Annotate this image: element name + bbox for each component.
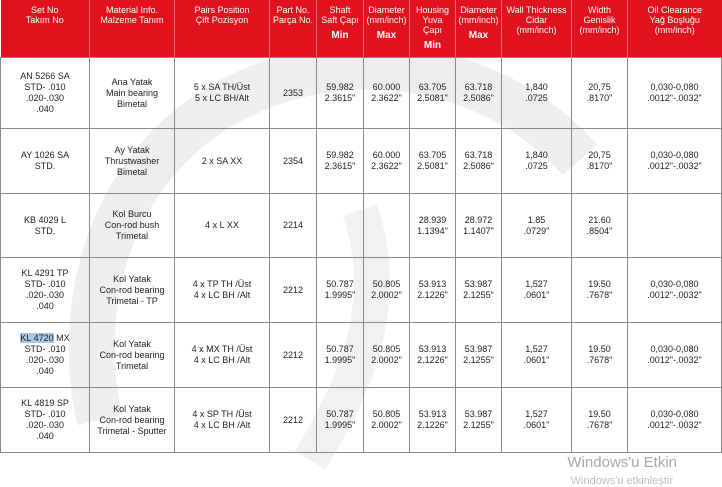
cell-part-no: 2212 <box>270 388 317 453</box>
cell-oil-clearance <box>628 194 722 258</box>
cell-set-no-line: KL 4819 SP <box>21 398 69 408</box>
cell-housing-max <box>456 129 502 194</box>
cell-oil-clearance <box>628 388 722 453</box>
cell-set-no-line: KL 4291 TP <box>21 268 69 278</box>
cell-set-no <box>1 388 90 453</box>
cell-set-no <box>1 129 90 194</box>
cell-set-no-line: AN 5266 SA <box>20 71 70 81</box>
cell-shaft-max <box>364 388 410 453</box>
cell-shaft-min <box>317 194 364 258</box>
cell-housing-min-line: 28.939 <box>418 214 447 225</box>
cell-wall-thickness-line: 1,527 <box>525 409 548 419</box>
cell-shaft-min <box>317 129 364 194</box>
cell-material-line: Kol Yatak <box>113 338 151 349</box>
cell-shaft-min-line: 59.982 <box>326 150 354 160</box>
cell-housing-max <box>456 194 502 258</box>
cell-material <box>90 129 175 194</box>
cell-oil-clearance-line: .0012"-.0032" <box>647 355 702 365</box>
cell-housing-min <box>410 258 456 323</box>
cell-oil-clearance-line: .0012"-.0032" <box>647 420 702 430</box>
cell-set-no-line: STD- .010 <box>24 279 66 289</box>
cell-shaft-max <box>364 129 410 194</box>
cell-set-no-line: STD. <box>34 225 56 236</box>
cell-part-no: 2214 <box>270 194 317 258</box>
cell-shaft-min <box>317 58 364 129</box>
header-shaft-max: Diameter (mm/inch) Max <box>364 0 410 58</box>
cell-width-line: .8170" <box>586 161 613 171</box>
header-set-no: Set No Takım No <box>1 0 90 58</box>
cell-shaft-min-line: 1.9995" <box>324 355 356 365</box>
cell-wall-thickness <box>502 323 572 388</box>
cell-shaft-min-line: 1.9995" <box>324 420 356 430</box>
cell-set-no <box>1 323 90 388</box>
cell-pairs-line: 4 x SP TH /Üst <box>192 409 252 419</box>
cell-width-line: 19.50 <box>588 279 611 289</box>
cell-housing-min-line: 2.1226" <box>417 355 448 365</box>
cell-pairs-line: 4 x LC BH /Alt <box>193 290 251 300</box>
cell-oil-clearance-line: 0,030-0,080 <box>650 82 699 92</box>
cell-shaft-max-line: 2.3622" <box>371 93 402 103</box>
cell-shaft-min-line: 2.3615" <box>324 93 356 103</box>
cell-width-line: .7678" <box>586 355 613 365</box>
cell-housing-max-line: 28.972 <box>464 214 493 225</box>
cell-housing-min-line: 1.1394" <box>417 225 448 236</box>
cell-part-no: 2212 <box>270 258 317 323</box>
cell-material-line: Trimetal <box>115 360 149 371</box>
selected-text-highlight[interactable]: KL 4720 <box>20 333 54 343</box>
cell-housing-max-line: 53.987 <box>464 409 493 419</box>
cell-set-no-line: .020-.030 <box>25 355 65 365</box>
cell-wall-thickness-line: .0601" <box>523 420 550 430</box>
cell-material-line: Trimetal <box>115 231 149 241</box>
cell-wall-thickness <box>502 194 572 258</box>
cell-material-line: Kol Yatak <box>113 403 151 414</box>
cell-width <box>572 129 628 194</box>
table-row <box>1 323 722 388</box>
cell-set-no-line: STD- .010 <box>24 82 66 92</box>
cell-width-line: 20,75 <box>588 82 611 92</box>
cell-width <box>572 323 628 388</box>
cell-shaft-max-line: 50.805 <box>372 279 401 289</box>
cell-width-line: 19.50 <box>588 409 611 419</box>
cell-material <box>90 258 175 323</box>
cell-set-no-line: STD. <box>34 161 56 171</box>
header-width: Width Genislik (mm/inch) <box>572 0 628 58</box>
cell-pairs <box>175 323 270 388</box>
windows-activation-subtext: Windows'u etkinleştir <box>570 475 673 487</box>
cell-material <box>90 323 175 388</box>
cell-housing-min-line: 53.913 <box>418 279 447 289</box>
cell-wall-thickness-line: .0725 <box>525 93 548 103</box>
cell-housing-min-line: 2.1226" <box>417 290 448 300</box>
cell-oil-clearance-line: .0012"-.0032" <box>647 290 702 300</box>
cell-pairs <box>175 388 270 453</box>
cell-set-no-line: .040 <box>36 366 54 376</box>
cell-wall-thickness-line: .0601" <box>523 355 550 365</box>
cell-wall-thickness <box>502 258 572 323</box>
cell-pairs-line: 4 x L XX <box>205 220 239 230</box>
cell-pairs <box>175 58 270 129</box>
cell-housing-min <box>410 194 456 258</box>
cell-width-line: .8504" <box>586 225 613 236</box>
cell-material-line: Bimetal <box>116 166 147 177</box>
cell-width <box>572 388 628 453</box>
cell-shaft-min <box>317 258 364 323</box>
cell-pairs-line: 5 x LC BH/Alt <box>194 93 250 103</box>
cell-set-no-line: .040 <box>36 431 54 441</box>
cell-width <box>572 258 628 323</box>
table-row <box>1 388 722 453</box>
header-housing-min: Housing Yuva Çapı Min <box>410 0 456 58</box>
cell-set-no-line: .020-.030 <box>25 420 65 430</box>
cell-shaft-max-line: 50.805 <box>372 409 401 419</box>
cell-oil-clearance-line: 0,030-0,080 <box>650 279 699 289</box>
cell-set-no-line: .040 <box>36 301 54 311</box>
cell-width-line: .8170" <box>586 93 613 103</box>
table-row <box>1 258 722 323</box>
set-no-suffix: MX <box>53 333 70 343</box>
cell-housing-max-line: 2.5086" <box>463 93 494 103</box>
cell-shaft-min-line: 50.787 <box>326 279 354 289</box>
cell-shaft-max-line: 2.0002" <box>371 290 402 300</box>
cell-housing-max-line: 53.987 <box>464 344 493 354</box>
cell-housing-max <box>456 323 502 388</box>
cell-oil-clearance <box>628 258 722 323</box>
cell-set-no-line: .020-.030 <box>25 93 65 103</box>
cell-shaft-max-line: 2.0002" <box>371 355 402 365</box>
cell-set-no-line: KB 4029 L <box>23 214 67 225</box>
cell-wall-thickness-line: 1,527 <box>525 279 548 289</box>
cell-housing-min-line: 53.913 <box>418 409 447 419</box>
cell-shaft-min-line: 1.9995" <box>324 290 356 300</box>
cell-material-line: Main bearing <box>105 87 159 98</box>
cell-pairs <box>175 258 270 323</box>
cell-shaft-min-line: 59.982 <box>326 82 354 92</box>
cell-housing-min-line: 53.913 <box>418 344 447 354</box>
cell-material <box>90 388 175 453</box>
cell-material-line: Trimetal - Sputter <box>97 425 167 436</box>
cell-material-line: Thrustwasher <box>104 155 160 166</box>
cell-shaft-max-line: 60.000 <box>372 150 401 160</box>
cell-pairs-line: 5 x SA TH/Üst <box>193 82 251 92</box>
cell-width-line: 21.60 <box>588 214 611 225</box>
cell-width-line: 19.50 <box>588 344 611 354</box>
cell-oil-clearance <box>628 58 722 129</box>
table-row <box>1 129 722 194</box>
table-header-row <box>1 0 722 58</box>
cell-wall-thickness-line: .0601" <box>523 290 550 300</box>
cell-material-line: Ana Yatak <box>111 76 153 87</box>
cell-set-no-line: AY 1026 SA <box>20 150 70 160</box>
cell-shaft-max <box>364 58 410 129</box>
cell-material <box>90 58 175 129</box>
cell-material-line: Con-rod bearing <box>99 414 165 425</box>
cell-wall-thickness <box>502 129 572 194</box>
header-housing-max: Diameter (mm/inch) Max <box>456 0 502 58</box>
cell-shaft-min-line: 50.787 <box>326 409 354 419</box>
cell-housing-min <box>410 323 456 388</box>
cell-shaft-max-line: 50.805 <box>372 344 401 354</box>
table-row <box>1 58 722 129</box>
cell-wall-thickness <box>502 388 572 453</box>
header-shaft-min: Shaft Saft Çapı Min <box>317 0 364 58</box>
cell-pairs-line: 4 x LC BH /Alt <box>193 420 251 430</box>
cell-housing-max-line: 53.987 <box>464 279 493 289</box>
cell-width-line: .7678" <box>586 420 613 430</box>
cell-shaft-max-line: 60.000 <box>372 82 401 92</box>
table-row <box>1 194 722 258</box>
header-part-no: Part No. Parça No. <box>270 0 317 58</box>
cell-pairs-line: 4 x LC BH /Alt <box>193 355 251 365</box>
table-body <box>1 58 722 453</box>
cell-housing-max-line: 1.1407" <box>463 225 494 236</box>
cell-set-no <box>1 194 90 258</box>
cell-shaft-min <box>317 323 364 388</box>
cell-set-no-line: .040 <box>36 104 54 114</box>
header-oil-clearance: Oil Clearance Yağ Boşluğu (mm/inch) <box>628 0 722 58</box>
cell-housing-max-line: 63.718 <box>464 82 493 92</box>
cell-oil-clearance <box>628 323 722 388</box>
cell-material-line: Con-rod bush <box>104 220 160 230</box>
cell-wall-thickness-line: 1.85 <box>527 214 546 225</box>
cell-pairs <box>175 194 270 258</box>
windows-activation-watermark: Windows'u Etkin <box>567 454 677 471</box>
cell-oil-clearance <box>628 129 722 194</box>
cell-wall-thickness-line: .0729" <box>523 225 550 236</box>
cell-part-no: 2353 <box>270 58 317 129</box>
cell-material-line: Kol Yatak <box>113 273 151 284</box>
cell-set-no-line: STD- .010 <box>24 409 66 419</box>
cell-set-no-line <box>3 333 87 344</box>
cell-width <box>572 194 628 258</box>
cell-housing-max-line: 2.1255" <box>463 420 494 430</box>
cell-shaft-max <box>364 323 410 388</box>
header-wall-thickness: Wall Thickness Cidar (mm/inch) <box>502 0 572 58</box>
cell-set-no <box>1 258 90 323</box>
cell-pairs-line: 4 x MX TH /Üst <box>191 344 253 354</box>
cell-housing-min-line: 2.5081" <box>417 161 448 171</box>
cell-part-no: 2354 <box>270 129 317 194</box>
cell-housing-max-line: 2.5086" <box>463 161 494 171</box>
header-pairs: Pairs Position Çift Pozisyon <box>175 0 270 58</box>
cell-housing-min-line: 63.705 <box>418 150 447 160</box>
cell-material <box>90 194 175 258</box>
cell-housing-max-line: 2.1255" <box>463 355 494 365</box>
cell-shaft-min <box>317 388 364 453</box>
cell-pairs-line: 2 x SA XX <box>201 155 243 166</box>
cell-material-line: Con-rod bearing <box>99 349 165 360</box>
cell-pairs-line: 4 x TP TH /Üst <box>192 279 252 289</box>
cell-housing-max <box>456 388 502 453</box>
cell-pairs <box>175 129 270 194</box>
cell-housing-max <box>456 58 502 129</box>
cell-width-line: 20,75 <box>588 150 611 160</box>
cell-shaft-max-line: 2.0002" <box>371 420 402 430</box>
cell-housing-max-line: 63.718 <box>464 150 493 160</box>
cell-wall-thickness <box>502 58 572 129</box>
cell-set-no-line: STD- .010 <box>24 344 66 354</box>
cell-material-line: Bimetal <box>116 98 147 109</box>
cell-wall-thickness-line: 1,840 <box>525 82 548 92</box>
cell-shaft-max <box>364 194 410 258</box>
cell-oil-clearance-line: .0012"-.0032" <box>647 93 702 103</box>
cell-housing-max <box>456 258 502 323</box>
cell-oil-clearance-line: 0,030-0,080 <box>650 344 699 354</box>
cell-material-line: Kol Burcu <box>112 209 152 219</box>
cell-oil-clearance-line: 0,030-0,080 <box>650 409 699 419</box>
cell-housing-min-line: 2.5081" <box>417 93 448 103</box>
cell-housing-min-line: 63.705 <box>418 82 447 92</box>
cell-housing-min <box>410 388 456 453</box>
cell-shaft-min-line: 2.3615" <box>324 161 356 171</box>
cell-shaft-min-line: 50.787 <box>326 344 354 354</box>
cell-wall-thickness-line: .0725 <box>525 161 548 171</box>
cell-oil-clearance-line: 0,030-0,080 <box>650 150 699 160</box>
cell-shaft-max <box>364 258 410 323</box>
cell-housing-min <box>410 129 456 194</box>
cell-width <box>572 58 628 129</box>
cell-set-no <box>1 58 90 129</box>
cell-shaft-max-line: 2.3622" <box>371 161 402 171</box>
cell-part-no: 2212 <box>270 323 317 388</box>
cell-material-line: Con-rod bearing <box>99 284 165 295</box>
cell-wall-thickness-line: 1,527 <box>525 344 548 354</box>
cell-wall-thickness-line: 1,840 <box>525 150 548 160</box>
cell-housing-min-line: 2.1226" <box>417 420 448 430</box>
header-material: Material Info. Malzeme Tanım <box>90 0 175 58</box>
cell-housing-max-line: 2.1255" <box>463 290 494 300</box>
cell-set-no-line: .020-.030 <box>25 290 65 300</box>
cell-width-line: .7678" <box>586 290 613 300</box>
cell-material-line: Ay Yatak <box>114 144 150 155</box>
cell-material-line: Trimetal - TP <box>106 295 158 306</box>
cell-oil-clearance-line: .0012"-.0032" <box>647 161 702 171</box>
cell-housing-min <box>410 58 456 129</box>
